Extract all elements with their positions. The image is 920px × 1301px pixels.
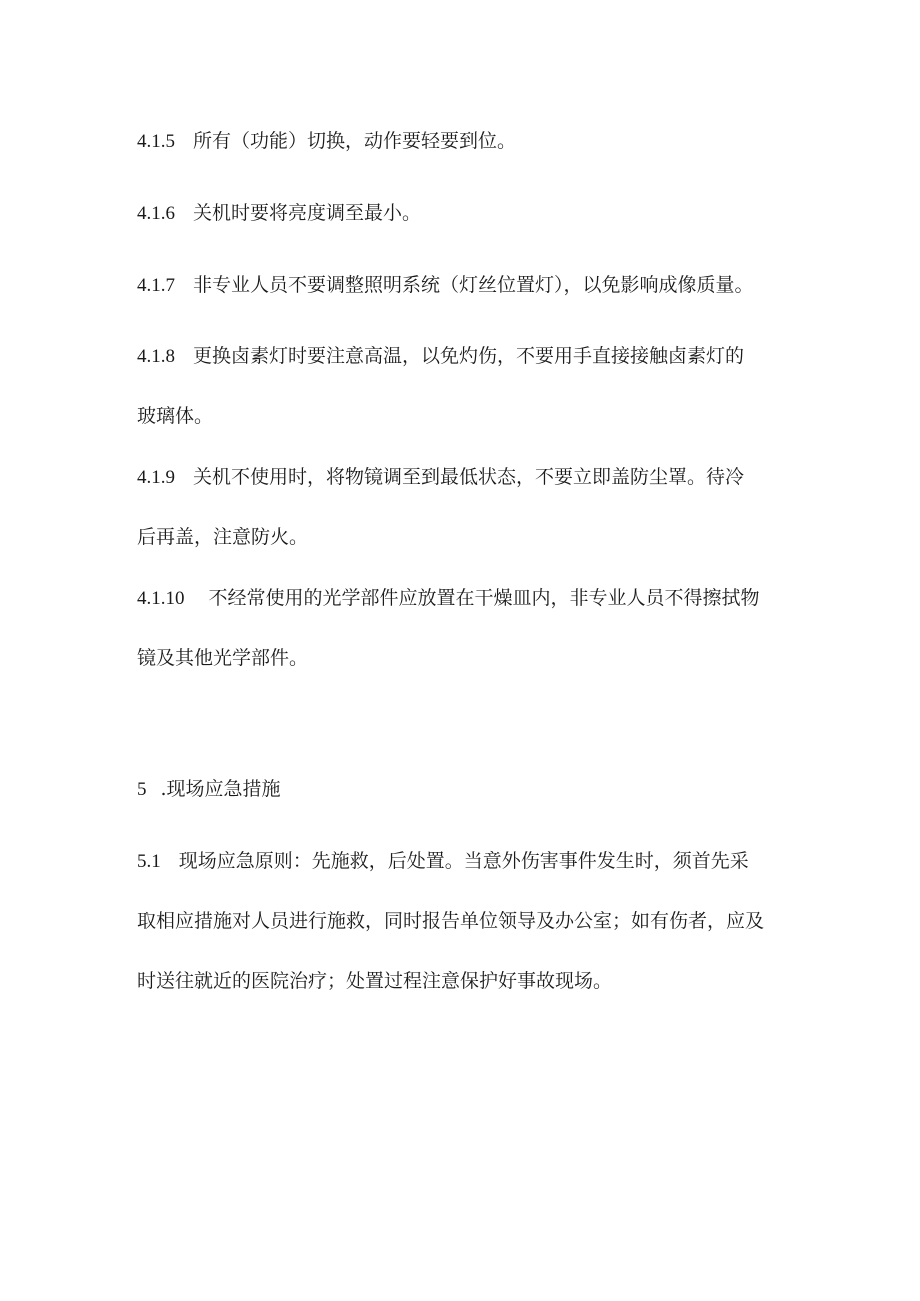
item-4-1-6 <box>137 203 797 263</box>
item-text-continuation: 玻璃体。 <box>137 405 214 427</box>
subsection-number: 5.1 <box>137 851 161 872</box>
subsection-text-continuation: 取相应措施对人员进行施救，同时报告单位领导及办公室；如有伤者，应及 <box>137 910 765 932</box>
item-text: 关机时要将亮度调至最小。 <box>193 202 422 224</box>
item-4-1-5 <box>137 131 797 191</box>
item-text-continuation: 后再盖，注意防火。 <box>137 526 309 548</box>
item-number: 4.1.8 <box>137 346 175 367</box>
item-4-1-8 <box>137 346 797 466</box>
item-text: 不经常使用的光学部件应放置在干燥皿内，非专业人员不得擦拭物 <box>208 587 760 609</box>
item-text: 非专业人员不要调整照明系统（灯丝位置灯），以免影响成像质量。 <box>193 274 754 296</box>
item-4-1-7 <box>137 275 797 335</box>
item-text-continuation: 镜及其他光学部件。 <box>137 647 309 669</box>
item-text: 关机不使用时，将物镜调至到最低状态，不要立即盖防尘罩。待冷 <box>193 466 745 488</box>
subsection-text: 现场应急原则：先施救，后处置。当意外伤害事件发生时，须首先采 <box>178 850 749 872</box>
item-number: 4.1.7 <box>137 275 175 296</box>
item-4-1-9 <box>137 467 797 587</box>
item-number: 4.1.6 <box>137 203 175 224</box>
item-text: 所有（功能）切换，动作要轻要到位。 <box>193 130 517 152</box>
item-4-1-10 <box>137 588 797 708</box>
subsection-text-continuation: 时送往就近的医院治疗；处置过程注意保护好事故现场。 <box>137 970 613 992</box>
item-number: 4.1.10 <box>137 588 185 609</box>
item-number: 4.1.9 <box>137 467 175 488</box>
subsection-5-1 <box>137 851 797 1031</box>
section-number: 5 <box>137 779 147 800</box>
item-text: 更换卤素灯时要注意高温，以免灼伤，不要用手直接接触卤素灯的 <box>193 345 745 367</box>
section-title: .现场应急措施 <box>160 778 281 800</box>
item-number: 4.1.5 <box>137 131 175 152</box>
section-heading <box>137 779 797 839</box>
